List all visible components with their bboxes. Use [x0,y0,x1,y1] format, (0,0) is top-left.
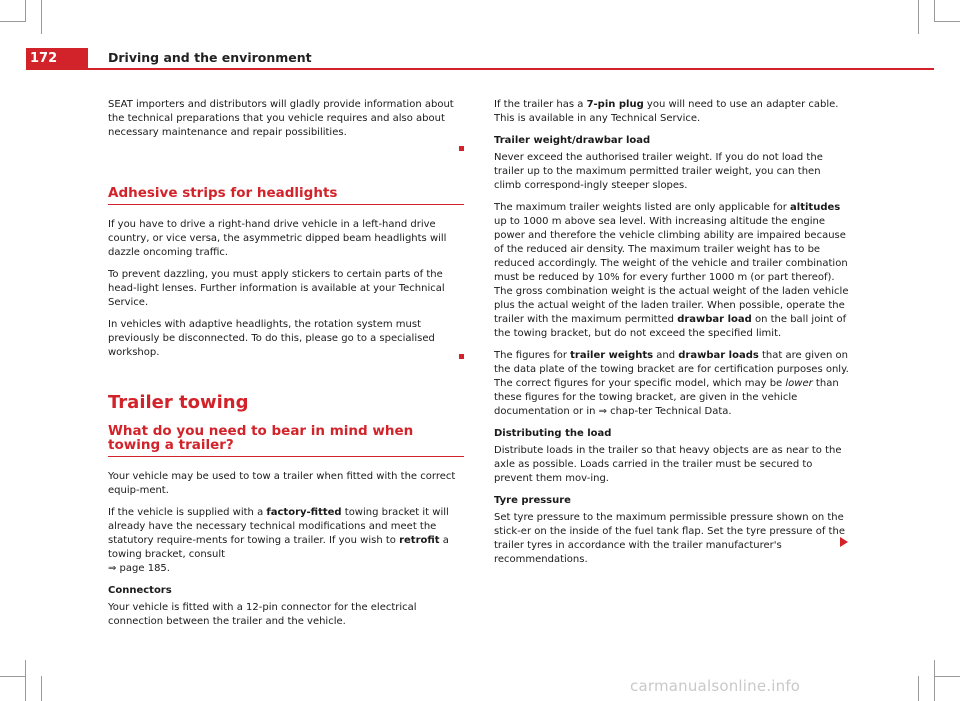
tyre-label: Tyre pressure [494,495,571,506]
crop-mark [934,660,935,701]
subsection-heading: What do you need to bear in mind when towing a trailer? [108,423,414,453]
adhesive-paragraph-2: To prevent dazzling, you must apply stickers to certain parts of the head-light lenses. Further information is available at your Technical Service. [108,269,445,308]
crop-mark [918,0,919,34]
figures-paragraph: The figures for trailer weights and drawbar loads that are given on the data plate of the towing bracket are for certification purposes only. The correct figures for your specific model, which may be lower than these figures for the towing bracket, are given in the vehicle documentation or in ⇒ chap-ter Technical Data. [494,350,849,417]
trailer-paragraph-2: If the vehicle is supplied with a factory-fitted towing bracket it will already have the necessary technical modifications and meet the statutory require-ments for towing a trailer. If you wish to retrofit a towing bracket, consult ⇒ page 185. [108,507,449,574]
weight-label: Trailer weight/drawbar load [494,135,651,146]
crop-mark [41,676,42,701]
section-rule [108,456,464,457]
crop-mark [934,0,935,22]
tyre-paragraph: Set tyre pressure to the maximum permissible pressure shown on the stick-er on the inside of the fuel tank flap. Set the tyre pressure of the trailer tyres in accordance with the trailer manufacturer's recommendations. [494,512,845,565]
weight-paragraph: Never exceed the authorised trailer weight. If you do not load the trailer up to the maximum permitted trailer weight, you can then climb correspond-ingly steeper slopes. [494,152,823,191]
right-column [494,98,850,575]
adhesive-paragraph-3: In vehicles with adaptive headlights, the rotation system must previously be disconnected. To do this, please go to a specialised workshop. [108,319,435,358]
crop-mark [934,676,960,677]
section-heading-adhesive: Adhesive strips for headlights [108,185,338,201]
connectors-paragraph: Your vehicle is fitted with a 12-pin connector for the electrical connection between the trailer and the vehicle. [108,602,417,627]
intro-paragraph: SEAT importers and distributors will gladly provide information about the technical preparations that you vehicle requires and also about necessary maintenance and repair possibilities. [108,99,454,138]
page-title: Driving and the environment [108,50,312,65]
altitude-paragraph: The maximum trailer weights listed are only applicable for altitudes up to 1000 m above sea level. With increasing altitude the engine power and therefore the vehicle climbing ability are impaired because of the reduced air density. The maximum trailer weight has to be reduced accordingly. The weight of the vehicle and trailer combination must be reduced by 10% for every further 1000 m (or part thereof). The gross combination weight is the actual weight of the laden vehicle plus the actual weight of the laden trailer. When possible, operate the trailer with the maximum permitted drawbar load on the ball joint of the towing bracket, but do not exceed the specified limit. [494,202,849,339]
page-number: 172 [26,48,88,70]
chapter-heading-trailer: Trailer towing [108,392,249,413]
crop-mark [918,676,919,701]
header-rule [88,68,934,70]
crop-mark [25,0,26,22]
continue-arrow-icon [840,537,848,547]
crop-mark [934,21,960,22]
crop-mark [0,676,26,677]
distribution-paragraph: Distribute loads in the trailer so that heavy objects are as near to the axle as possible. Loads carried in the trailer must be secured to prevent them mov-ing. [494,445,842,484]
plug-paragraph: If the trailer has a 7-pin plug you will need to use an adapter cable. This is available in any Technical Service. [494,99,839,124]
section-rule [108,204,464,205]
left-column [108,98,464,637]
adhesive-paragraph-1: If you have to drive a right-hand drive vehicle in a left-hand drive country, or vice versa, the asymmetric dipped beam headlights will dazzle oncoming traffic. [108,219,447,258]
watermark: carmanualsonline.info [630,677,801,695]
section-end-icon [459,354,464,359]
crop-mark [0,21,26,22]
crop-mark [41,0,42,34]
page-reference-link[interactable]: ⇒ page 185. [108,563,170,574]
connectors-label: Connectors [108,585,172,596]
distribution-label: Distributing the load [494,428,612,439]
section-end-icon [459,146,464,151]
crop-mark [25,660,26,701]
trailer-paragraph-1: Your vehicle may be used to tow a trailer when fitted with the correct equip-ment. [108,471,456,496]
